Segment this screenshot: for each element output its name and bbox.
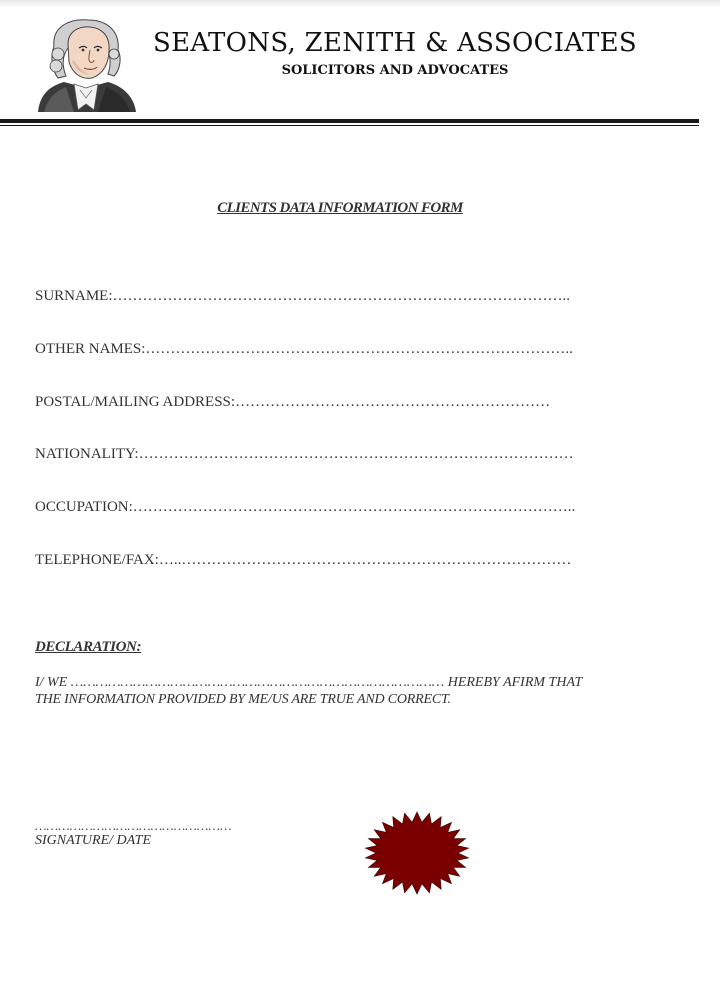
seal-icon bbox=[364, 811, 470, 895]
portrait-logo-icon bbox=[34, 18, 138, 112]
firm-subtitle: SOLICITORS AND ADVOCATES bbox=[281, 63, 509, 78]
declaration-statement: THE INFORMATION PROVIDED BY ME/US ARE TRUE AND CORRECT. bbox=[35, 692, 451, 707]
surname-field[interactable]: SURNAME:……………………………………………………………………………….. bbox=[35, 288, 571, 304]
signature-line[interactable]: …………………………………………… bbox=[35, 818, 232, 833]
occupation-field[interactable]: OCCUPATION:…………………………………………………………………………….. bbox=[35, 499, 576, 515]
telephone-fax-field[interactable]: TELEPHONE/FAX:…..…………………………………………………………………… bbox=[35, 552, 572, 568]
page-top-shadow bbox=[0, 0, 720, 8]
other-names-field[interactable]: OTHER NAMES:………………………………………………………………………….. bbox=[35, 341, 573, 357]
header-divider-thick bbox=[0, 119, 699, 123]
form-title: CLIENTS DATA INFORMATION FORM bbox=[217, 200, 463, 216]
postal-address-field[interactable]: POSTAL/MAILING ADDRESS:……………………………………………………… bbox=[35, 394, 551, 410]
declaration-name-line[interactable]: I/ WE ……………………………………………………………………………… HEREBY AFIRM THAT bbox=[35, 675, 583, 690]
header-divider-thin bbox=[0, 125, 699, 126]
nationality-field[interactable]: NATIONALITY:…………………………………………………………………………… bbox=[35, 446, 574, 462]
firm-name: SEATONS, ZENITH & ASSOCIATES bbox=[152, 28, 638, 58]
signature-date-label: SIGNATURE/ DATE bbox=[35, 833, 152, 848]
declaration-heading: DECLARATION: bbox=[35, 639, 142, 655]
